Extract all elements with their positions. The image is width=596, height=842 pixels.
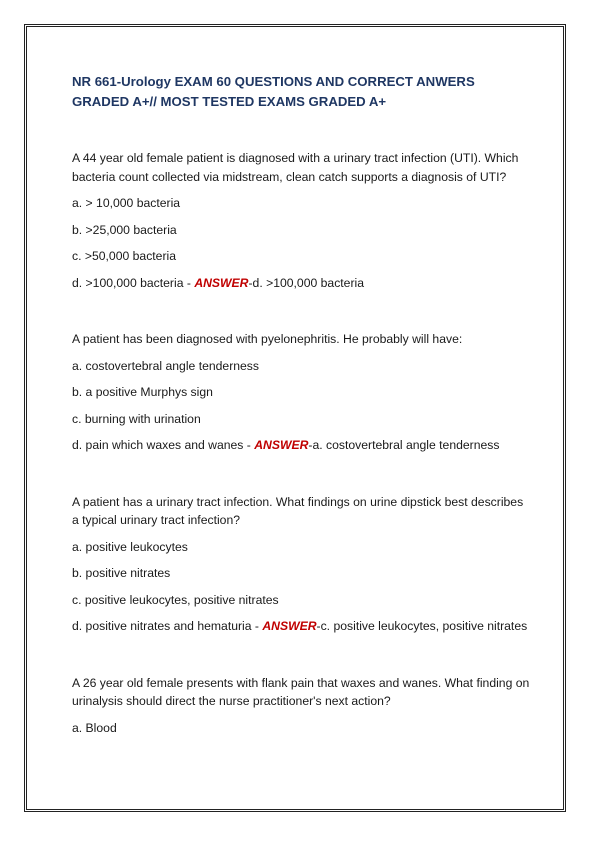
option-c: c. burning with urination	[72, 411, 201, 426]
question-3	[72, 493, 532, 636]
option-a: a. positive leukocytes	[72, 539, 188, 554]
option-d: d. pain which waxes and wanes -	[72, 438, 255, 452]
question-4	[72, 674, 532, 738]
question-text: A 26 year old female presents with flank pain that waxes and wanes. What finding on urinalysis should direct the nurse practitioner's next action?	[72, 675, 530, 708]
option-b: b. a positive Murphys sign	[72, 385, 213, 399]
option-c: c. >50,000 bacteria	[72, 249, 177, 263]
question-text: A patient has been diagnosed with pyelonephritis. He probably will have:	[72, 332, 463, 346]
option-d: d. >100,000 bacteria -	[72, 275, 195, 290]
answer-text: -d. >100,000 bacteria	[248, 275, 365, 290]
document-title: NR 661-Urology EXAM 60 QUESTIONS AND CORRECT ANWERS GRADED A+// MOST TESTED EXAMS GRADED A+	[72, 74, 475, 109]
document-body	[72, 72, 532, 737]
option-a: a. Blood	[72, 720, 117, 735]
option-d-with-answer	[72, 274, 532, 293]
question-text: A patient has a urinary tract infection. What findings on urine dipstick best describes a typical urinary tract infection?	[72, 494, 524, 527]
question-text: A 44 year old female patient is diagnosed with a urinary tract infection (UTI). Which bacteria count collected via midstream, clean catch supports a diagnosis of UTI?	[72, 151, 519, 184]
option-d-with-answer	[72, 436, 532, 455]
option-a: a. costovertebral angle tenderness	[72, 358, 259, 373]
option-d-with-answer	[72, 617, 532, 636]
answer-label: ANSWER	[254, 438, 309, 452]
option-b: b. positive nitrates	[72, 566, 171, 580]
question-2	[72, 330, 532, 455]
answer-label: ANSWER	[262, 619, 317, 633]
option-b: b. >25,000 bacteria	[72, 222, 177, 237]
question-1	[72, 149, 532, 292]
answer-text: -a. costovertebral angle tenderness	[308, 438, 500, 452]
option-c: c. positive leukocytes, positive nitrates	[72, 592, 279, 607]
option-d: d. positive nitrates and hematuria -	[72, 619, 263, 633]
answer-text: -c. positive leukocytes, positive nitrates	[316, 619, 528, 633]
option-a: a. > 10,000 bacteria	[72, 196, 181, 210]
answer-label: ANSWER	[194, 275, 249, 290]
